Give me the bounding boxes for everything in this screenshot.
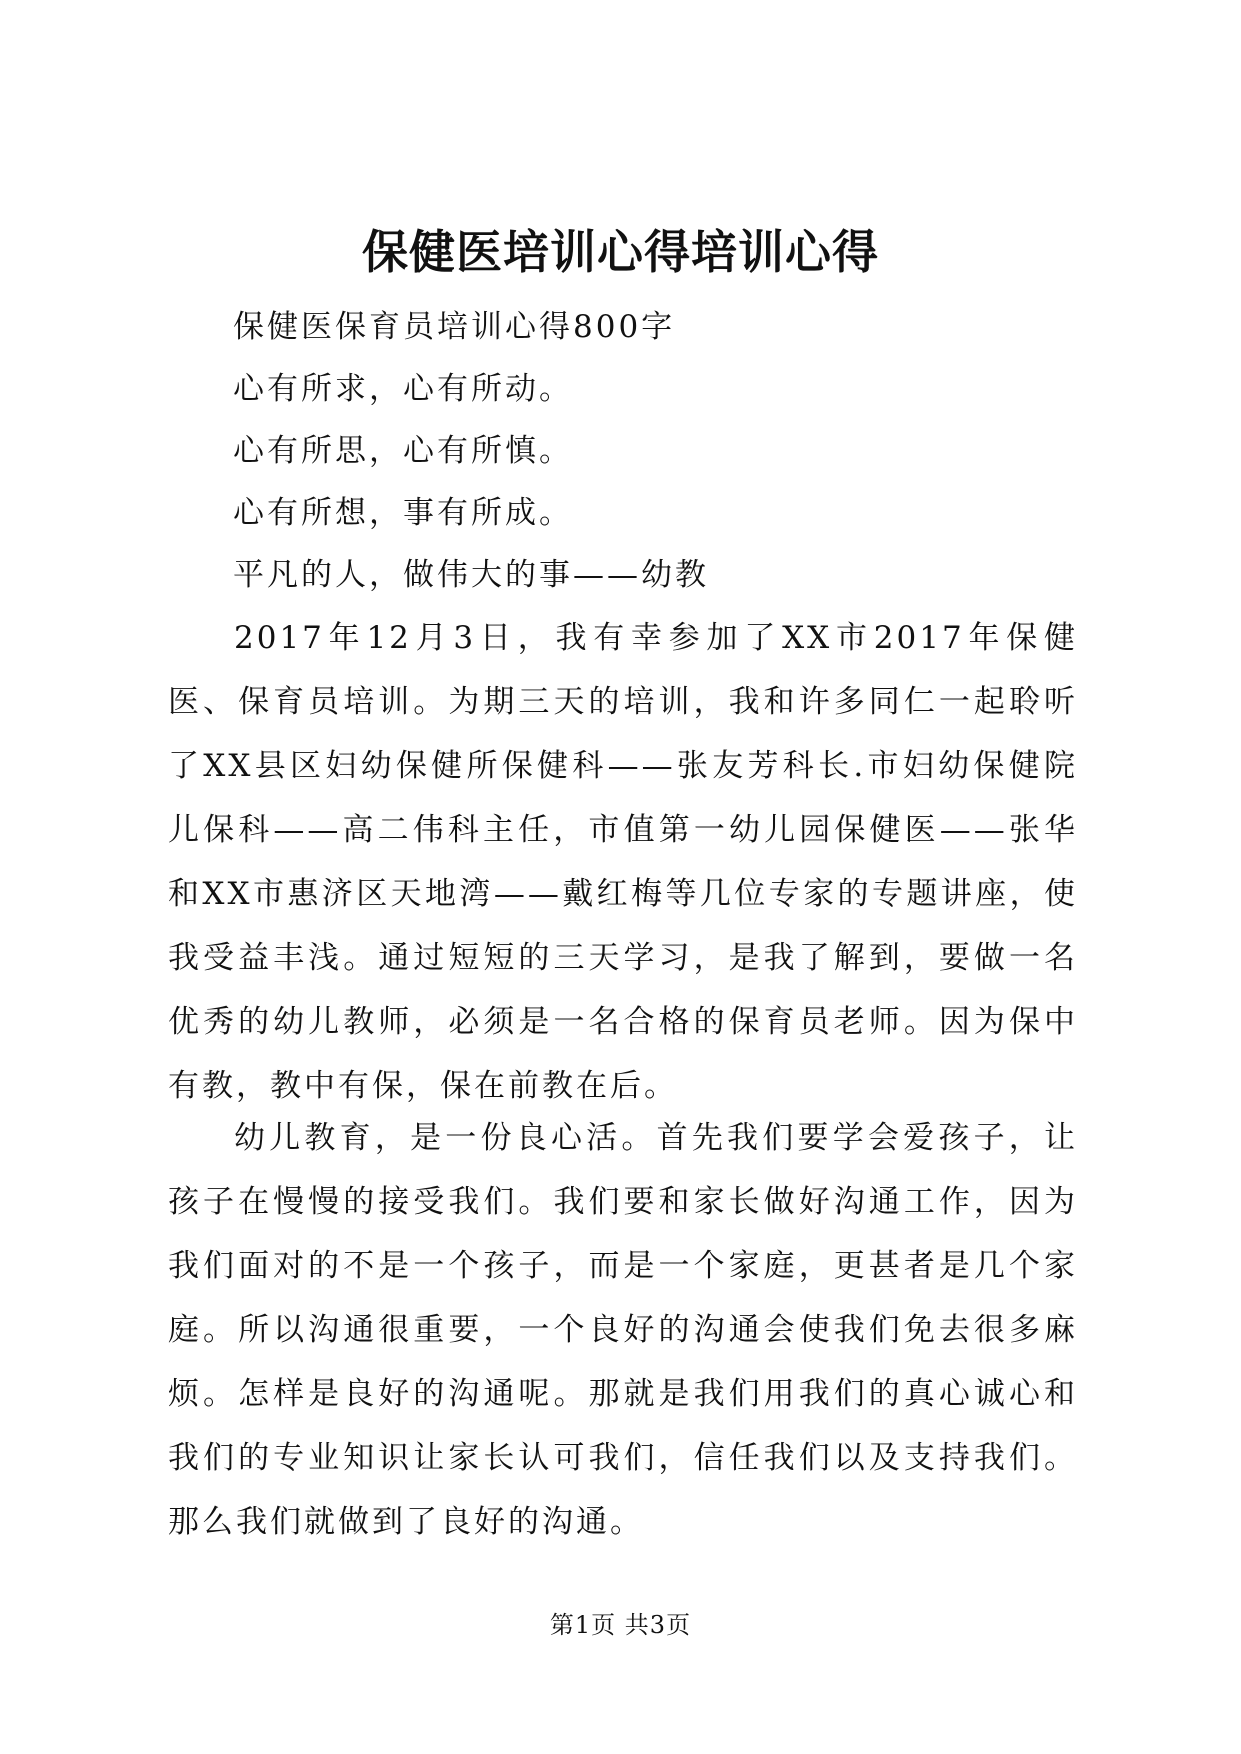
intro-line: 心有所想，事有所成。 — [233, 495, 573, 531]
intro-lines — [233, 296, 1133, 606]
intro-line: 心有所求，心有所动。 — [233, 371, 573, 407]
intro-line: 心有所思，心有所慎。 — [233, 433, 573, 469]
document-title: 保健医培训心得培训心得 — [362, 225, 879, 279]
page-number: 第1页 共3页 — [549, 1611, 692, 1639]
body-paragraph: 幼儿教育，是一份良心活。首先我们要学会爱孩子，让孩子在慢慢的接受我们。我们要和家长做好沟通工作，因为我们面对的不是一个孩子，而是一个家庭，更甚者是几个家庭。所以沟通很重要，一个良好的沟通会使我们免去很多麻烦。怎样是良好的沟通呢。那就是我们用我们的真心诚心和我们的专业知识让家长认可我们，信任我们以及支持我们。那么我们就做到了良好的沟通。 — [168, 1120, 1078, 1540]
intro-line: 平凡的人，做伟大的事——幼教 — [233, 557, 709, 593]
body-paragraph: 2017年12月3日，我有幸参加了XX市2017年保健医、保育员培训。为期三天的培训，我和许多同仁一起聆听了XX县区妇幼保健所保健科——张友芳科长.市妇幼保健院儿保科——高二伟科主任，市值第一幼儿园保健医——张华和XX市惠济区天地湾——戴红梅等几位专家的专题讲座，使我受益丰浅。通过短短的三天学习，是我了解到，要做一名优秀的幼儿教师，必须是一名合格的保育员老师。因为保中有教，教中有保，保在前教在后。 — [168, 620, 1078, 1104]
intro-line: 保健医保育员培训心得800字 — [233, 309, 676, 345]
